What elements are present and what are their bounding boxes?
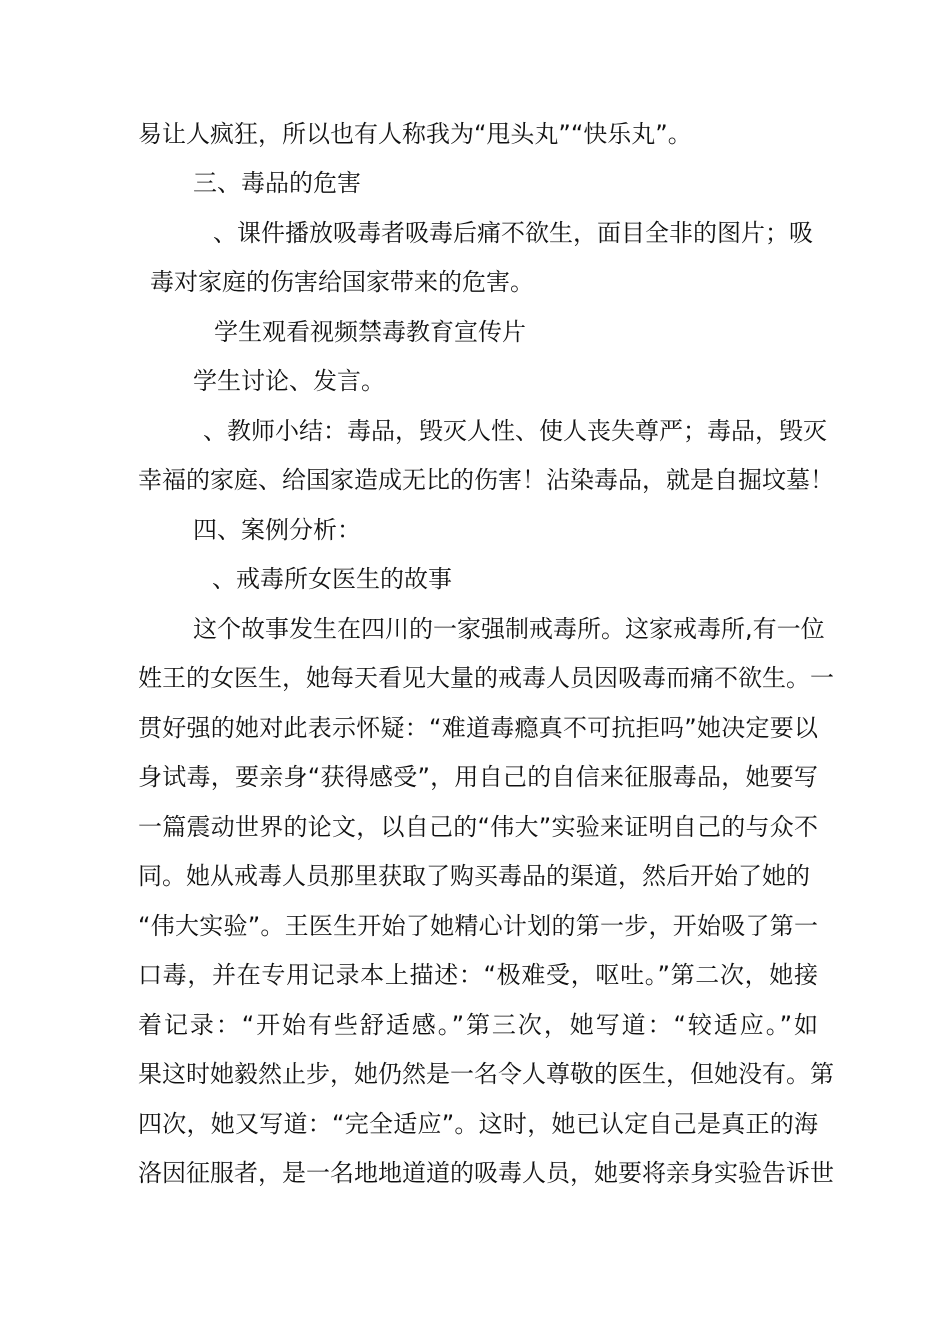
case-title: 、戒毒所女医生的故事 — [212, 565, 452, 593]
paragraph-line-22: 洛因征服者，是一名地地道道的吸毒人员，她要将亲身实验告诉世 — [138, 1159, 834, 1187]
paragraph-line-17: “伟大实验”。王医生开始了她精心计划的第一步，开始吸了第一 — [138, 912, 818, 940]
paragraph-line-14: 身试毒，要亲身“获得感受”，用自己的自信来征服毒品，她要写 — [138, 763, 818, 791]
paragraph-line-18: 口毒，并在专用记录本上描述：“极难受，呕吐。”第二次，她接 — [138, 961, 818, 989]
section-heading-harm: 三、毒品的危害 — [193, 169, 361, 197]
paragraph-line-15: 一篇震动世界的论文，以自己的“伟大”实验来证明自己的与众不 — [138, 813, 818, 841]
paragraph-line-13: 贯好强的她对此表示怀疑：“难道毒瘾真不可抗拒吗”她决定要以 — [138, 714, 818, 742]
paragraph-line-5: 学生观看视频禁毒教育宣传片 — [214, 318, 526, 346]
paragraph-line-4: 毒对家庭的伤害给国家带来的危害。 — [150, 268, 534, 296]
paragraph-line-11: 这个故事发生在四川的一家强制戒毒所。这家戒毒所,有一位 — [193, 615, 825, 643]
paragraph-line-3: 、课件播放吸毒者吸毒后痛不欲生，面目全非的图片；吸 — [213, 219, 813, 247]
paragraph-line-6: 学生讨论、发言。 — [193, 367, 385, 395]
section-heading-case: 四、案例分析： — [193, 516, 361, 544]
paragraph-line-12: 姓王的女医生，她每天看见大量的戒毒人员因吸毒而痛不欲生。一 — [138, 664, 834, 692]
paragraph-line-1: 易让人疯狂，所以也有人称我为“甩头丸”“快乐丸”。 — [138, 120, 692, 148]
paragraph-line-7: 、教师小结：毒品，毁灭人性、使人丧失尊严；毒品，毁灭 — [203, 417, 827, 445]
paragraph-line-8: 幸福的家庭、给国家造成无比的伤害！沾染毒品，就是自掘坟墓！ — [138, 466, 834, 494]
paragraph-line-20: 果这时她毅然止步，她仍然是一名令人尊敬的医生，但她没有。第 — [138, 1060, 834, 1088]
paragraph-line-19: 着记录：“开始有些舒适感。”第三次，她写道：“较适应。”如 — [138, 1011, 818, 1039]
paragraph-line-16: 同。她从戒毒人员那里获取了购买毒品的渠道，然后开始了她的 — [138, 862, 810, 890]
paragraph-line-21: 四次，她又写道：“完全适应”。这时，她已认定自己是真正的海 — [138, 1110, 818, 1138]
